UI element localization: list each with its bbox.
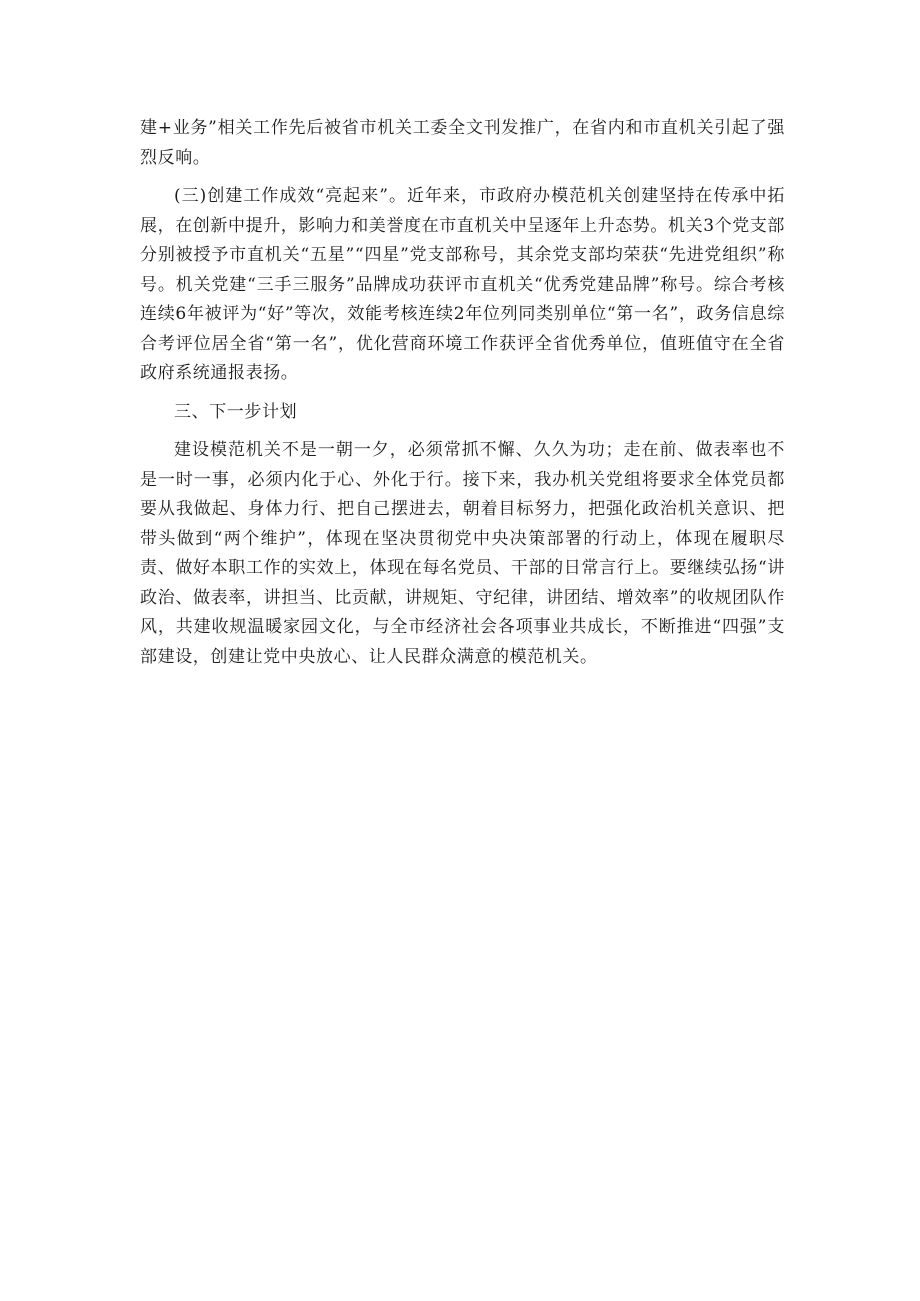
paragraph-achievements: (三)创建工作成效“亮起来”。近年来，市政府办模范机关创建坚持在传承中拓展，在创新中提升，影响力和美誉度在市直机关中呈逐年上升态势。机关3个党支部分别被授予市直机关“五星”“四星”党支部称号，其余党支部均荣获“先进党组织”称号。机关党建“三手三服务”品牌成功获评市直机关“优秀党建品牌”称号。综合考核连续6年被评为“好”等次，效能考核连续2年位列同类别单位“第一名”，政务信息综合考评位居全省“第一名”，优化营商环境工作获评全省优秀单位，值班值守在全省政府系统通报表扬。 <box>140 186 786 383</box>
paragraph-next-steps: 建设模范机关不是一朝一夕，必须常抓不懈、久久为功；走在前、做表率也不是一时一事，必须内化于心、外化于行。接下来，我办机关党组将要求全体党员都要从我做起、身体力行、把自己摆进去，朝着目标努力，把强化政治机关意识、把带头做到“两个维护”，体现在坚决贯彻党中央决策部署的行动上，体现在履职尽责、做好本职工作的实效上，体现在每名党员、干部的日常言行上。要继续弘扬“讲政治、做表率，讲担当、比贡献，讲规矩、守纪律，讲团结、增效率”的收规团队作风，共建收规温暖家园文化，与全市经济社会各项事业共成长，不断推进“四强”支部建设，创建让党中央放心、让人民群众满意的模范机关。 <box>140 440 785 667</box>
section-heading-next-steps: 三、下一步计划 <box>174 401 298 422</box>
paragraph-continuation: 建+业务”相关工作先后被省市机关工委全文刊发推广，在省内和市直机关引起了强烈反响。 <box>140 118 785 168</box>
document-page <box>140 114 785 672</box>
